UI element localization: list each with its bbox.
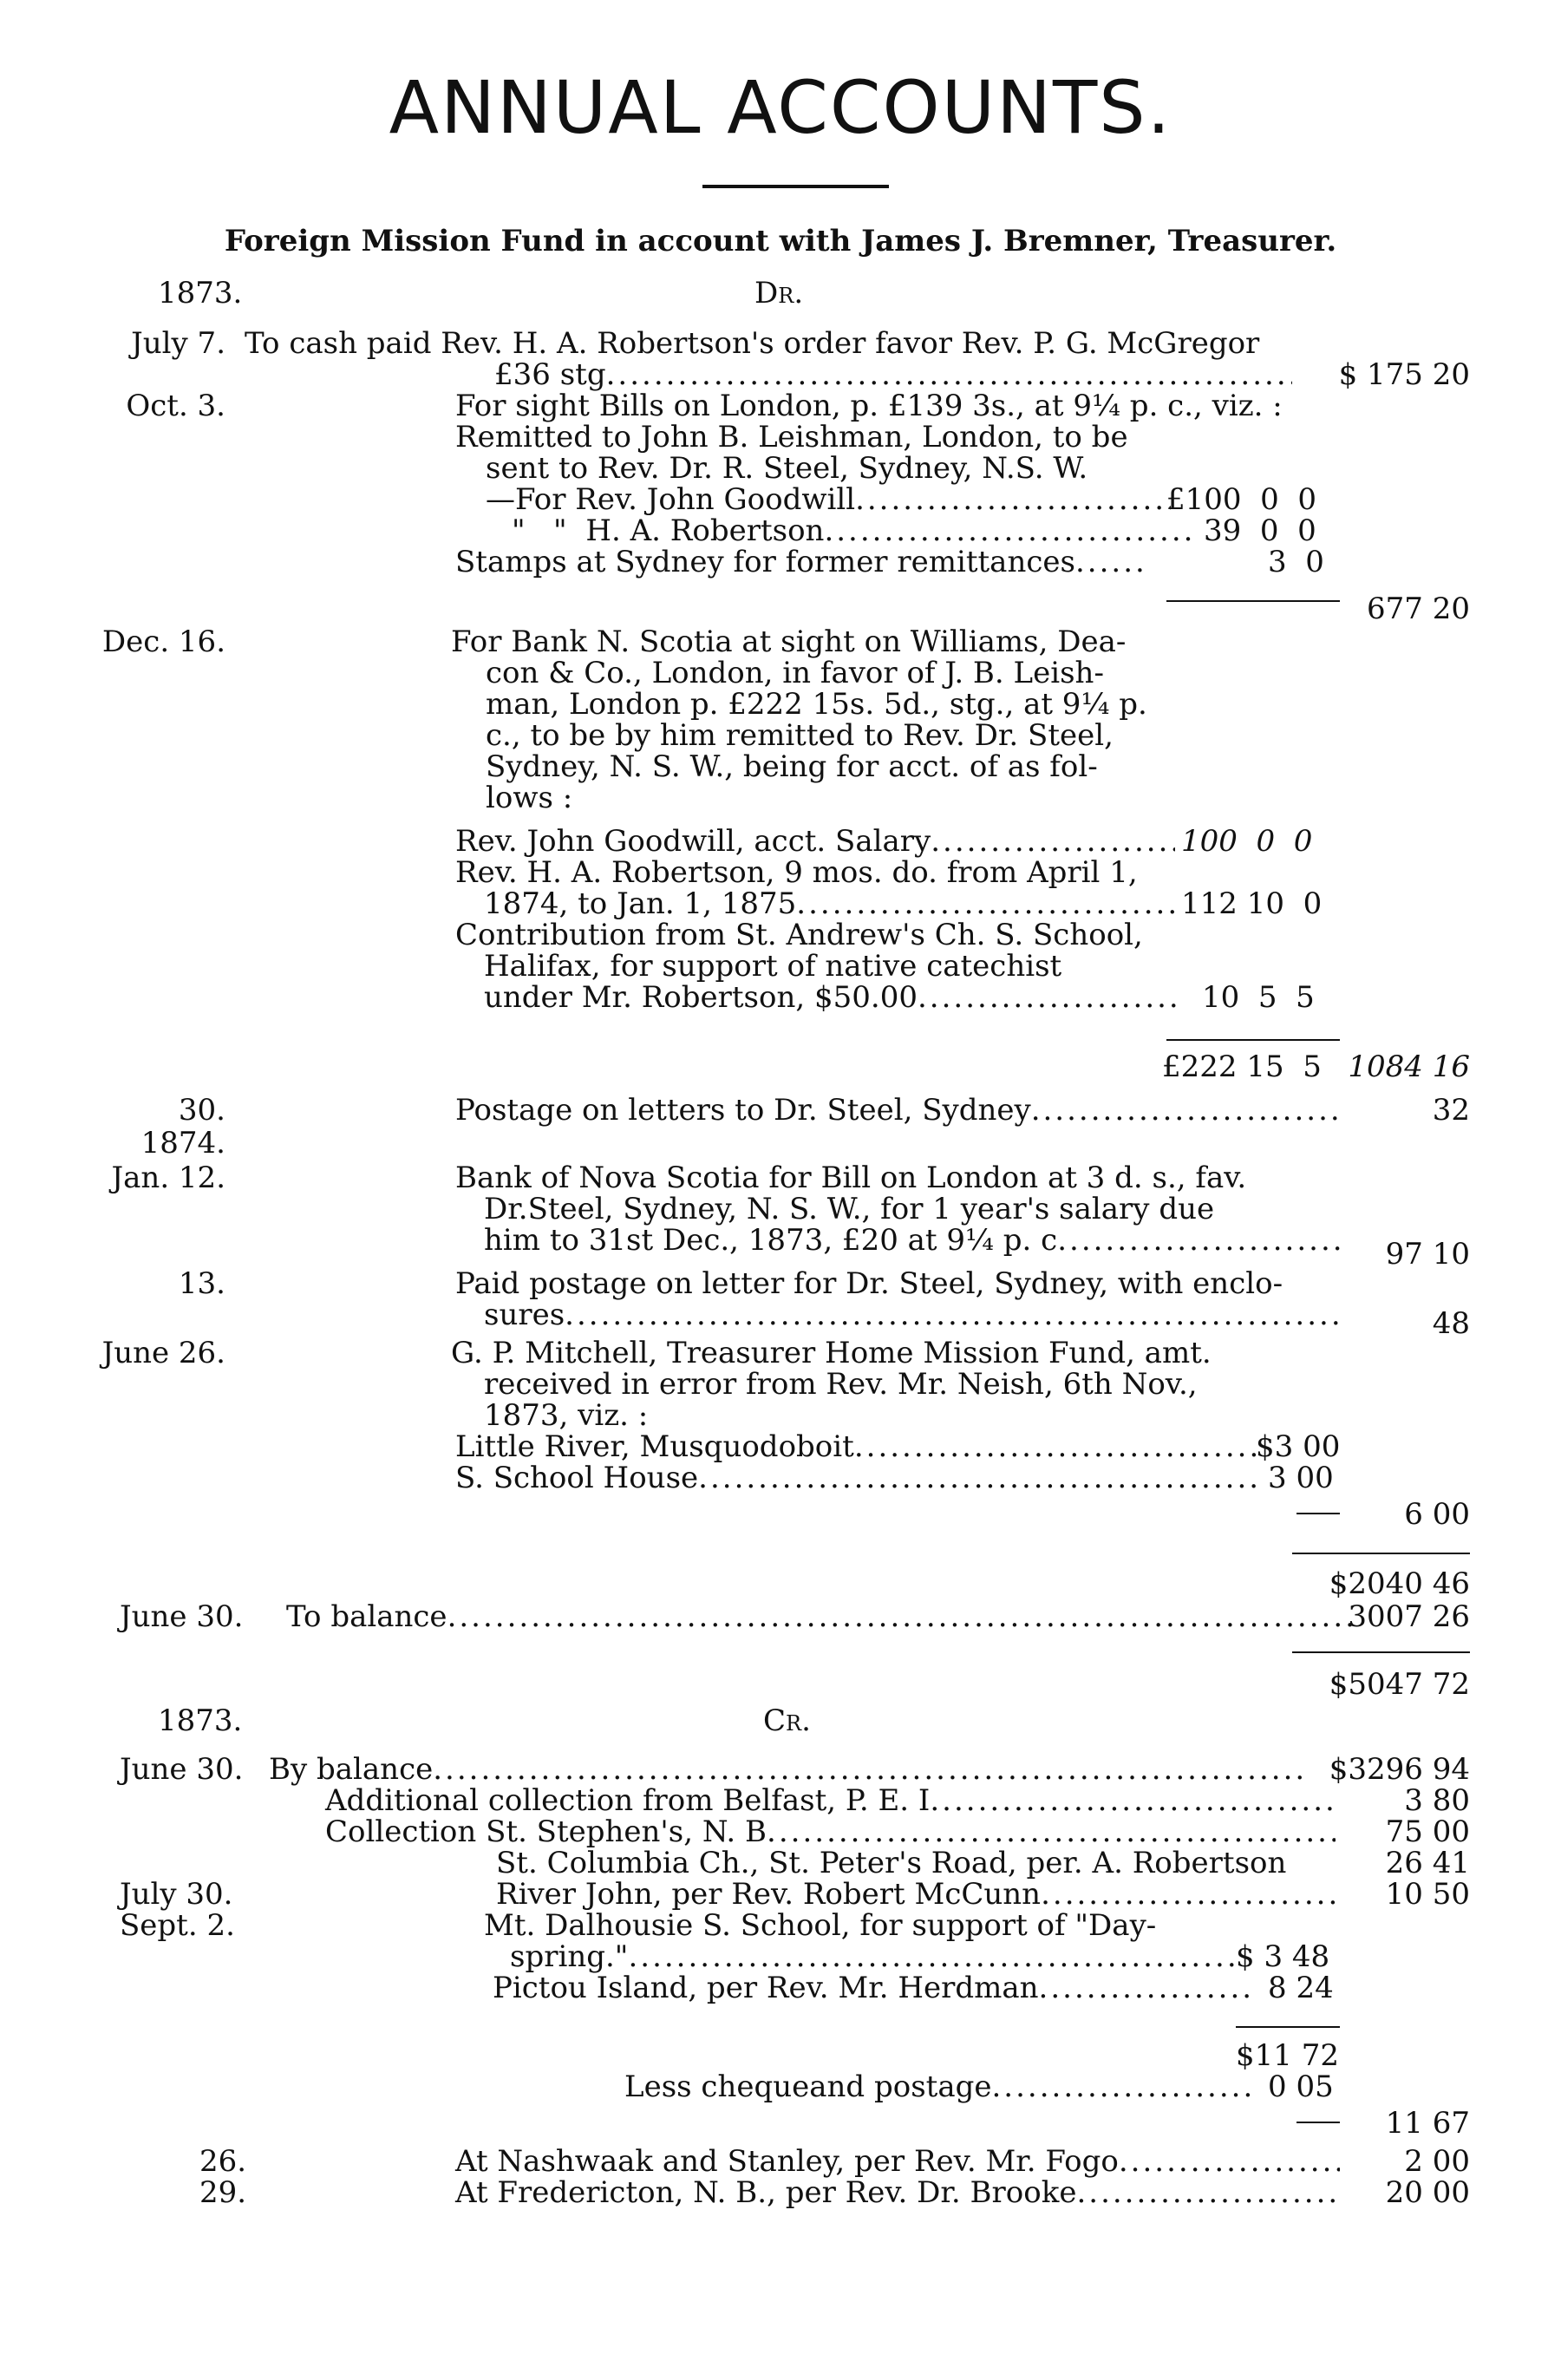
entry-leader [493,1972,1256,2004]
entry-amount: $3 00 [1256,1429,1341,1464]
account-subtitle: Foreign Mission Fund in account with James J. Bremner, Treasurer. [224,224,1337,258]
entry-amount: 3 00 [1268,1461,1334,1495]
entry-text: Bank of Nova Scotia for Bill on London at 3 d. s., fav. [455,1161,1247,1195]
entry-date: 30. [178,1093,225,1128]
entry-amount: 3 80 [1404,1783,1470,1818]
entry-leader [494,359,1292,390]
entry-amount: 3007 26 [1348,1599,1470,1634]
entry-amount: 112 10 0 [1181,886,1323,921]
entry-text: £36 stg [494,357,606,392]
entry-date: Oct. 3. [126,389,225,423]
entry-leader [286,1601,1353,1632]
entry-amount: 20 00 [1385,2175,1470,2210]
entry-date: July 30. [120,1877,233,1912]
entry-text: " " H. A. Robertson [512,513,825,548]
subtotal-rule [1166,1039,1340,1041]
entry-date: Jan. 12. [111,1161,225,1195]
dr-year: 1873. [158,276,243,311]
entry-leader [455,1431,1257,1462]
entry-amount: 10 5 5 [1202,980,1315,1015]
sum-rule [1292,1553,1470,1554]
entry-text: him to 31st Dec., 1873, £20 at 9¼ p. c [484,1223,1058,1258]
entry-leader [496,1879,1337,1910]
entry-leader [455,2177,1340,2208]
entry-amount: 32 [1432,1093,1470,1128]
entry-leader [455,546,1149,578]
page-title: ANNUAL ACCOUNTS. [389,65,1172,150]
entry-amount: 48 [1432,1306,1470,1341]
entry-text: To cash paid Rev. H. A. Robertson's order favor Rev. P. G. McGregor [245,326,1260,361]
entry-text: At Nashwaak and Stanley, per Rev. Mr. Fogo [455,2144,1119,2179]
entry-text: under Mr. Robertson, $50.00 [484,980,918,1015]
entry-text: received in error from Rev. Mr. Neish, 6th Nov., [484,1367,1198,1402]
entry-amount: £100 0 0 [1166,482,1317,517]
entry-text: Postage on letters to Dr. Steel, Sydney [455,1093,1031,1128]
entry-text: At Fredericton, N. B., per Rev. Dr. Brooke [455,2175,1077,2210]
entry-leader [484,982,1178,1013]
entry-text: For Bank N. Scotia at sight on Williams, Dea- [451,624,1127,659]
entry-text: 1873, viz. : [484,1398,649,1433]
entry-subtotal: $11 72 [1236,2038,1339,2073]
entry-text: c., to be by him remitted to Rev. Dr. Steel, [486,718,1114,753]
dr-grand-total: $5047 72 [1329,1667,1470,1702]
entry-subtotal: £222 15 5 [1162,1049,1322,1084]
entry-total: 1084 16 [1348,1049,1470,1084]
entry-text: To balance [286,1599,447,1634]
entry-total: 6 00 [1404,1497,1470,1532]
entry-text: —For Rev. John Goodwill [486,482,856,517]
dr-sum: $2040 46 [1329,1566,1470,1601]
entry-amount: $ 3 48 [1236,1939,1330,1974]
dr-year-1874: 1874. [140,1126,225,1161]
entry-amount: 0 05 [1268,2069,1334,2104]
entry-text: By balance [269,1752,434,1787]
entry-text: Dr.Steel, Sydney, N. S. W., for 1 year's salary due [484,1192,1215,1226]
entry-amount: 75 00 [1385,1814,1470,1849]
entry-text: Additional collection from Belfast, P. E. I [325,1783,931,1818]
entry-text: Paid postage on letter for Dr. Steel, Sydney, with enclo- [455,1266,1283,1301]
entry-text: Contribution from St. Andrew's Ch. S. School, [455,918,1143,952]
entry-date: Dec. 16. [101,624,225,659]
entry-text: Rev. H. A. Robertson, 9 mos. do. from April 1, [455,855,1138,890]
entry-text: River John, per Rev. Robert McCunn [496,1877,1042,1912]
entry-text: sent to Rev. Dr. R. Steel, Sydney, N.S. W. [486,451,1088,486]
entry-text: Halifax, for support of native catechist [484,949,1062,984]
entry-date: June 30. [120,1752,244,1787]
entry-text: Little River, Musquodoboit [455,1429,854,1464]
entry-text: Rev. John Goodwill, acct. Salary [455,824,931,859]
entry-text: Pictou Island, per Rev. Mr. Herdman [493,1971,1039,2005]
entry-leader [455,826,1175,857]
entry-date: 29. [199,2175,247,2210]
entry-text: For sight Bills on London, p. £139 3s., at 9¼ p. c., viz. : [455,389,1283,423]
entry-leader [455,1462,1262,1494]
entry-date: July 7. [131,326,225,361]
entry-text: G. P. Mitchell, Treasurer Home Mission Fund, amt. [451,1336,1212,1370]
subtotal-rule [1236,2026,1340,2028]
entry-date: 26. [199,2144,247,2179]
entry-amount: 39 0 0 [1204,513,1316,548]
entry-leader [455,1095,1340,1126]
entry-leader [484,1225,1342,1256]
entry-text: St. Columbia Ch., St. Peter's Road, per. A. Robertson [496,1846,1287,1880]
entry-amount: $3296 94 [1329,1752,1470,1787]
entry-text: Sydney, N. S. W., being for acct. of as fol- [486,749,1098,784]
entry-leader [512,515,1197,546]
entry-leader [325,1816,1336,1847]
entry-date: June 30. [120,1599,244,1634]
entry-leader [484,888,1178,919]
entry-text: Less chequeand postage [624,2069,992,2104]
entry-total: 677 20 [1367,592,1470,626]
dr-heading: Dr. [754,276,804,311]
entry-date: 13. [178,1266,225,1301]
entry-leader [325,1785,1336,1816]
entry-leader [269,1754,1310,1785]
title-divider [702,185,889,188]
entry-text: lows : [486,781,573,815]
entry-amount: 100 0 0 [1181,824,1313,859]
entry-leader [510,1941,1234,1972]
entry-date: June 26. [101,1336,225,1370]
cr-year: 1873. [158,1703,243,1738]
entry-text: spring." [510,1939,629,1974]
entry-text: sures [484,1298,565,1332]
entry-text: Stamps at Sydney for former remittances [455,545,1075,579]
entry-text: con & Co., London, in favor of J. B. Leish- [486,656,1104,690]
entry-leader [486,484,1171,515]
entry-amount: 10 50 [1385,1877,1470,1912]
entry-text: Collection St. Stephen's, N. B [325,1814,767,1849]
sum-rule [1292,1651,1470,1653]
entry-leader [624,2071,1253,2102]
entry-leader [455,2146,1340,2177]
entry-amount: 2 00 [1404,2144,1470,2179]
entry-text: Remitted to John B. Leishman, London, to be [455,420,1128,454]
entry-amount: 97 10 [1385,1237,1470,1272]
entry-amount: 8 24 [1268,1971,1334,2005]
entry-text: Mt. Dalhousie S. School, for support of "Day- [484,1908,1157,1943]
entry-text: S. School House [455,1461,699,1495]
entry-amount: $ 175 20 [1338,357,1470,392]
entry-amount: 26 41 [1385,1846,1470,1880]
entry-leader [484,1299,1342,1331]
entry-total: 11 67 [1385,2106,1470,2141]
entry-text: 1874, to Jan. 1, 1875 [484,886,797,921]
entry-date: Sept. 2. [120,1908,235,1943]
entry-amount: 3 0 [1268,545,1324,579]
entry-text: man, London p. £222 15s. 5d., stg., at 9¼ p. [486,687,1147,722]
cr-heading: Cr. [763,1703,811,1738]
